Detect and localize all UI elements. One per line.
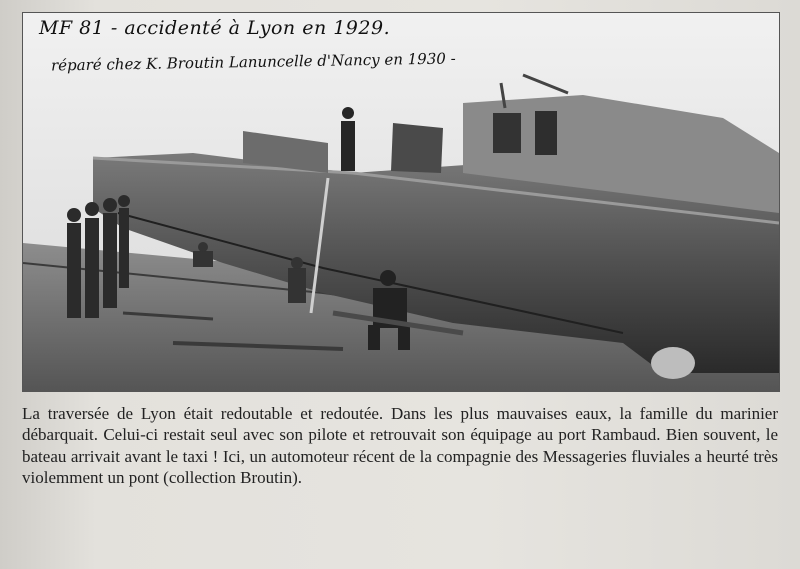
handwritten-annotation-2: réparé chez K. Broutin Lanuncelle d'Nancy en 1930 - <box>50 49 456 75</box>
propeller <box>651 347 695 379</box>
historical-photograph <box>22 12 780 392</box>
handwritten-annotation-1: MF 81 - accidenté à Lyon en 1929. <box>39 17 391 39</box>
wheelhouse-window <box>493 113 521 153</box>
deck-structure <box>391 123 443 173</box>
photo-caption: La traversée de Lyon était redoutable et redoutée. Dans les plus mauvaises eaux, la famille du marinier débarquait. Celui-ci restait seul avec son pilote et retrouvait son équipage au port Rambaud. Bien souvent, le bateau arrivait avant le taxi ! Ici, un automoteur récent de la compagnie des Messageries fluviales a heurté très violemment un pont (collection Broutin). <box>22 404 778 487</box>
